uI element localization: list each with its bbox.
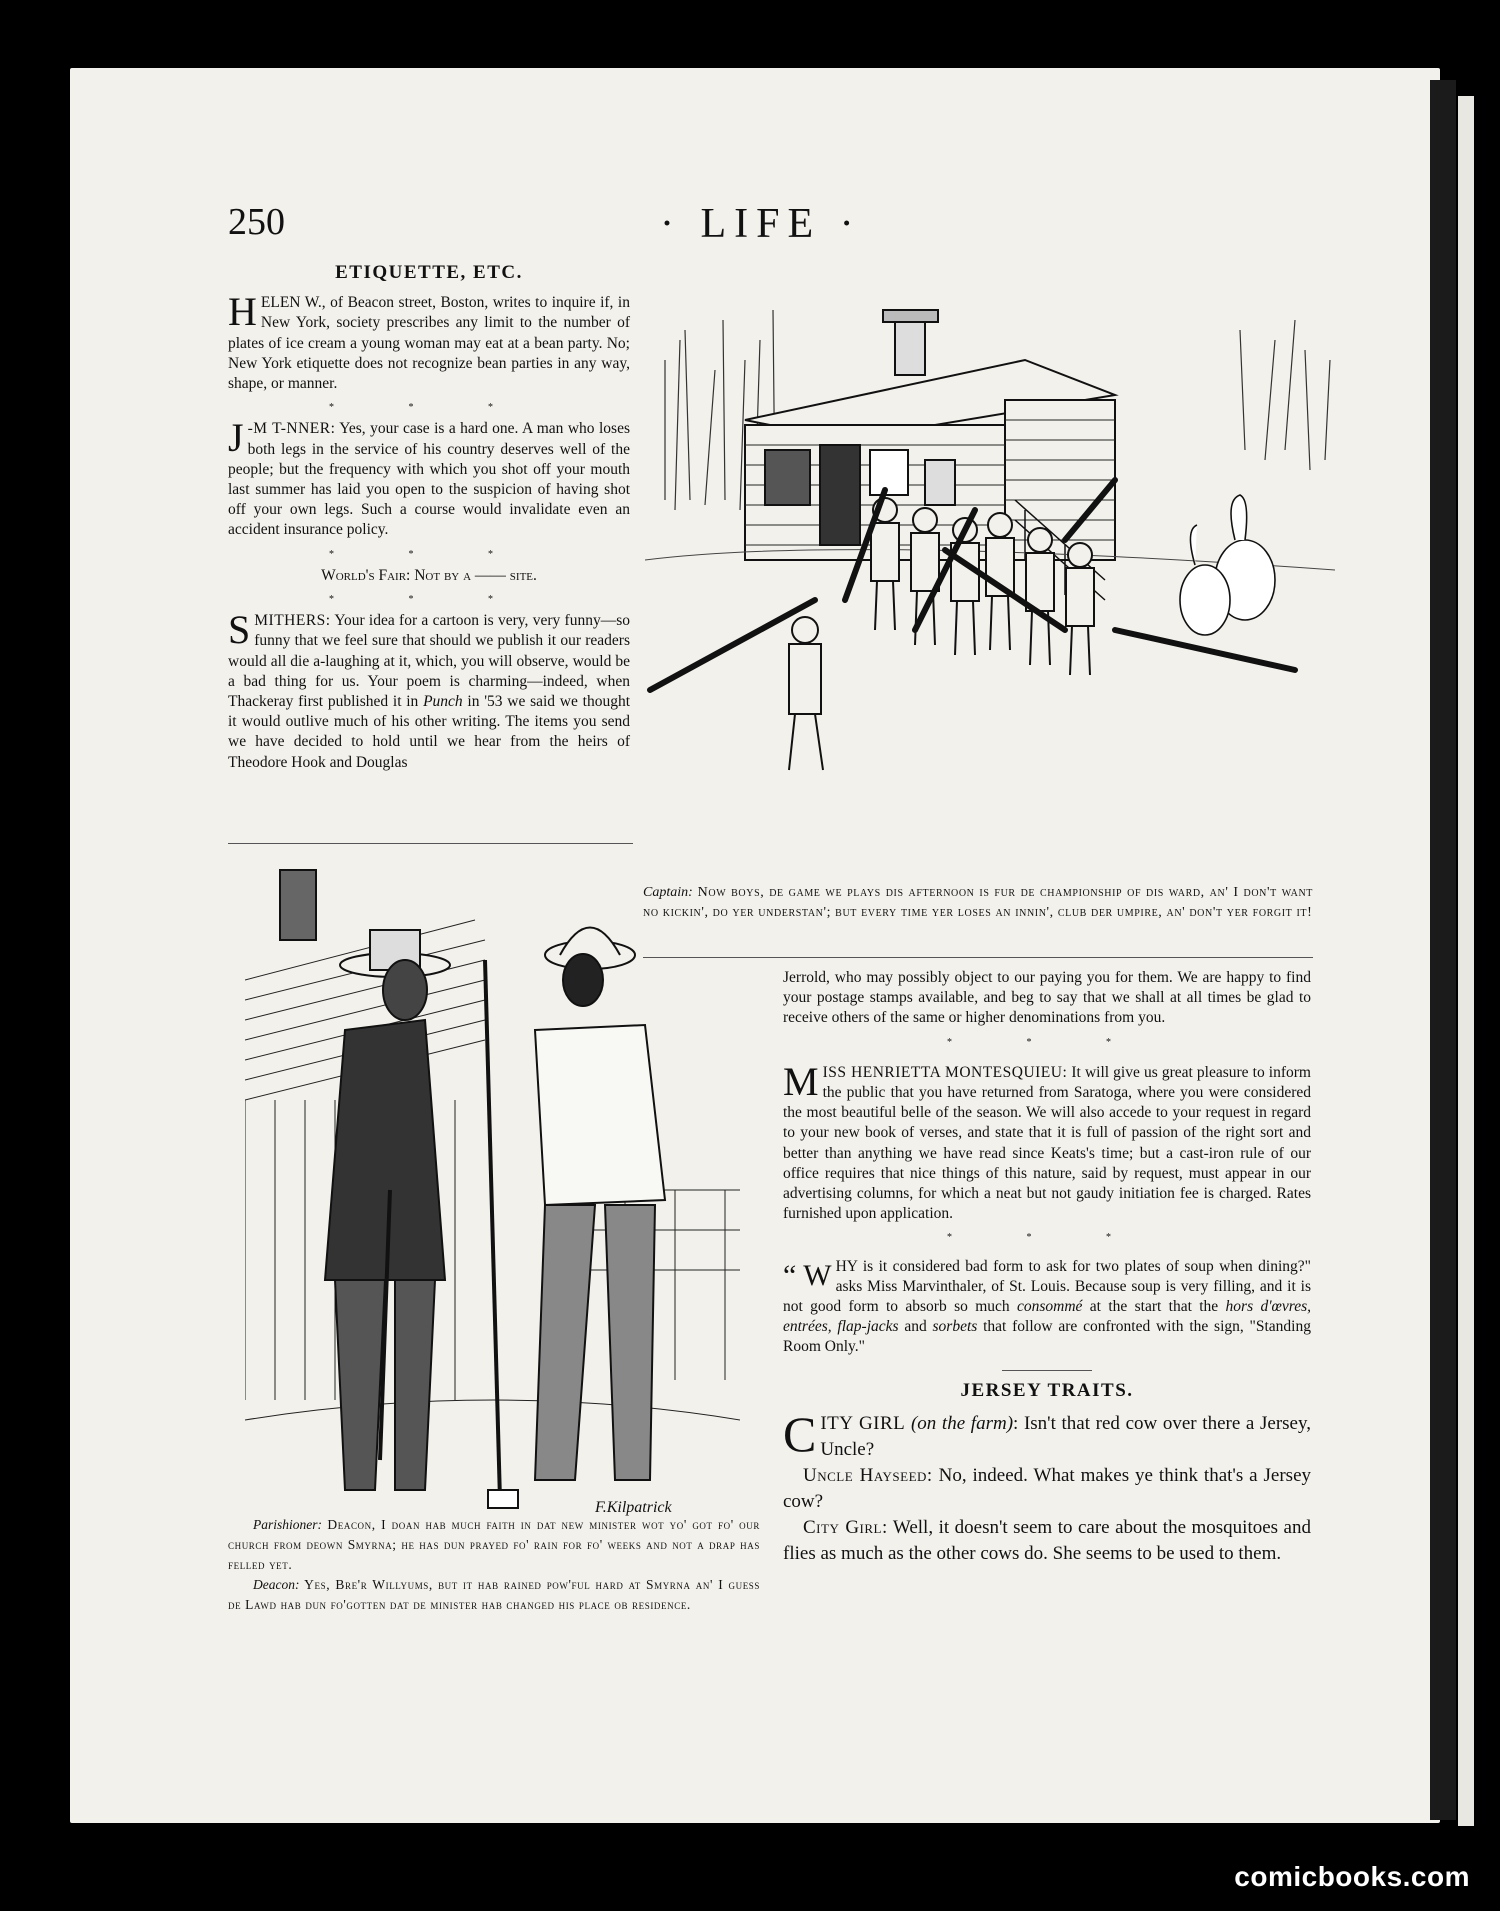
caption-speaker: Captain: <box>643 885 693 900</box>
section-stars: * * * <box>329 402 529 414</box>
etiquette-paragraph-3: World's Fair: Not by a —— site. <box>321 566 537 584</box>
jersey-line-3: City Girl: Well, it doesn't seem to care about the mosquitoes and flies as much as the other cows do. She seems to be used to them. <box>783 1516 1311 1564</box>
artist-signature: F.Kilpatrick <box>595 1499 672 1516</box>
baseball-illustration <box>645 300 1335 850</box>
etiquette-column <box>228 263 630 773</box>
deacon-caption <box>228 1515 760 1615</box>
etiquette-paragraph-4: SMITHERS: Your idea for a cartoon is very, very funny—so funny that we feel sure that should we publish it our readers would all die a-laughing at it, which, you will observe, would be a bad thing for us. Your poem is charming—indeed, when Thackeray first published it in Punch in '53 we said we thought it would outlive much of his other writing. The items you send we have decided to hold until we hear from the heirs of Theodore Hook and Douglas <box>228 607 630 771</box>
section-stars: * * * <box>329 594 529 606</box>
soup-paragraph: “ W HY is it considered bad form to ask for two plates of soup when dining?" asks Miss Marvinthaler, of St. Louis. Because soup is very filling, and it is not good form to absorb so much consommé at the start that the hors d'œvres, entrées, flap-jacks and sorbets that follow are confronted with the sign, "Standing Room Only." <box>783 1257 1311 1356</box>
watermark: comicbooks.com <box>1234 1861 1470 1892</box>
section-stars: * * * <box>947 1036 1147 1048</box>
continuation-paragraph: Jerrold, who may possibly object to our paying you for them. We are happy to find your postage stamps available, and beg to say that we shall at all times be glad to receive others of the same or higher denominations from you. <box>783 969 1311 1027</box>
section-stars: * * * <box>947 1232 1147 1244</box>
jersey-heading: JERSEY TRAITS. <box>960 1379 1134 1401</box>
montesquieu-paragraph: MISS HENRIETTA MONTESQUIEU: It will give us great pleasure to inform the public that you have returned from Saratoga, where you were considered the most beautiful belle of the season. We will also accede to your request in regard to your new book of verses, and state that it is full of passion of the right sort and better than anything we have read since Keats's time; but a cast-iron rule of our office requires that nice things of this nature, said by request, must appear in our advertising columns, for which a neat but not gaudy initiation fee is charged. Rates furnished upon application. <box>783 1058 1311 1223</box>
divider <box>1002 1370 1092 1371</box>
etiquette-paragraph-1: HELEN W., of Beacon street, Boston, writes to inquire if, in New York, society prescribes any limit to the number of plates of ice cream a young woman may eat at a bean party. No; New York etiquette does not recognize bean parties in any way, shape, or manner. <box>228 289 630 393</box>
page-number: 250 <box>228 201 285 243</box>
answers-column <box>783 968 1311 1567</box>
jersey-line-2: Uncle Hayseed: No, indeed. What makes ye think that's a Jersey cow? <box>783 1464 1312 1512</box>
etiquette-heading: ETIQUETTE, ETC. <box>335 262 523 283</box>
masthead-title: · LIFE · <box>660 201 862 247</box>
jersey-dialogue <box>783 1405 1312 1567</box>
page-edge-shadow <box>1430 80 1456 1820</box>
jersey-line-1: CITY GIRL (on the farm): Isn't that red cow over there a Jersey, Uncle? <box>783 1405 1311 1462</box>
deacon-caption-line-2: Deacon: Yes, Bre'r Willyums, but it hab rained pow'ful hard at Smyrna an' I guess de Lawd hab dun fo'gotten dat de minister hab changed his place ob residence. <box>228 1577 760 1612</box>
divider <box>228 843 633 844</box>
deacon-caption-line-1: Parishioner: Deacon, I doan hab much faith in dat new minister wot yo' got fo' our church from deown Smyrna; he has dun prayed fo' rain for fo' weeks and not a drap has felled yet. <box>228 1517 760 1572</box>
section-stars: * * * <box>329 548 529 560</box>
baseball-caption: Captain: Now boys, de game we plays dis afternoon is fur de championship of dis ward, an' I don't want no kickin', do yer understan'; but every time yer loses an innin', club der umpire, an' don't yer forgit it! <box>643 885 1313 920</box>
deacon-illustration <box>245 860 740 1520</box>
etiquette-paragraph-2: J -M T-NNER: Yes, your case is a hard one. A man who loses both legs in the service of his country deserves well of the people; but the frequency with which you shot off your mouth last summer has laid you open to the suspicion of having shot off your own legs. Such a course would invalidate even an accident insurance policy. <box>228 415 630 539</box>
next-page-edge <box>1458 96 1474 1826</box>
divider <box>643 957 1313 958</box>
